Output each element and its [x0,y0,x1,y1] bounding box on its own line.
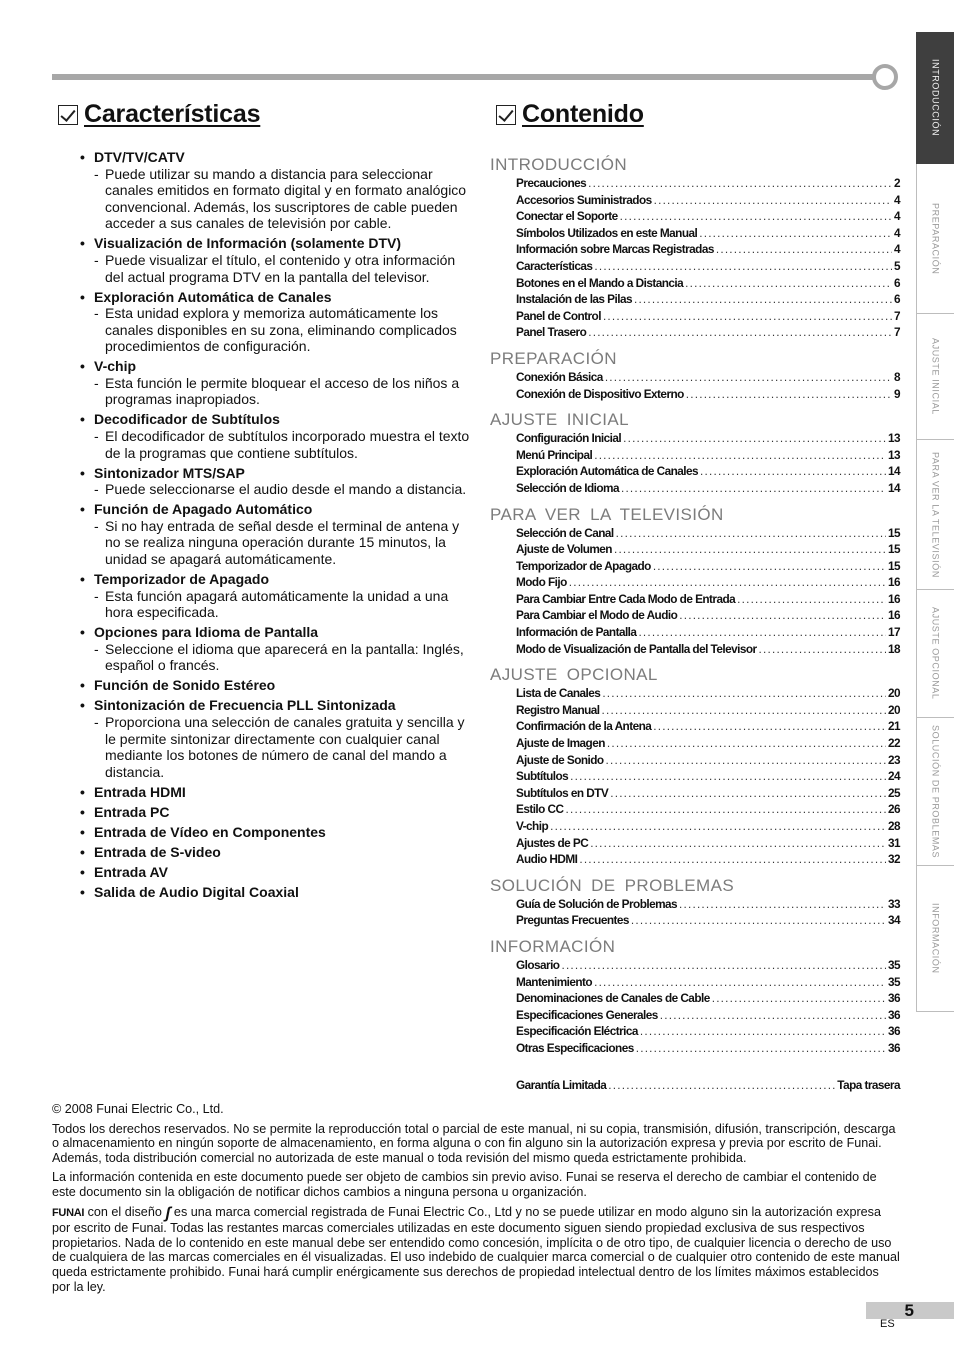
toc-section-title: PREPARACIÓN [490,348,617,368]
toc-row[interactable] [516,309,900,326]
tab-section[interactable] [916,866,954,1012]
toc-row[interactable] [516,276,900,293]
bullet: • [80,235,85,252]
toc-row[interactable] [516,209,900,226]
toc-row[interactable] [516,1024,900,1041]
bullet: • [80,358,85,375]
feature-title: Sintonizador MTS/SAP [94,464,245,481]
copyright: © 2008 Funai Electric Co., Ltd. [52,1102,224,1116]
features-heading [58,100,260,129]
toc-row[interactable] [516,481,900,498]
toc-label: Garantía Limitada [516,1078,607,1092]
top-rule [52,74,878,80]
toc-label: Especificación Eléctrica [516,1024,638,1039]
tab-label: PARA VER LA TELEVISIÓN [930,451,941,578]
toc-label: Conexión de Dispositivo Externo [516,386,684,401]
feature-description: - Seleccione el idioma que aparecerá en la pantalla: Inglés, español o francés. [94,640,464,674]
toc-page: 4 [893,225,900,240]
feature-title: Decodificador de Subtítulos [94,411,280,428]
feature-item [80,289,472,355]
toc-page: 31 [887,835,900,850]
toc-page: 7 [893,325,900,340]
page-number: 5 [904,1301,914,1320]
toc-row[interactable] [516,786,900,803]
bullet: • [80,624,85,641]
toc-page: 36 [887,991,900,1006]
toc-page: 7 [893,308,900,323]
feature-item [80,824,472,841]
toc-row[interactable] [516,802,900,819]
bullet: • [80,823,85,840]
toc-page: 17 [887,625,900,640]
feature-item [80,501,472,567]
toc-label: Subtítulos [516,769,569,784]
toc-label: Menú Principal [516,447,593,462]
toc-row-warranty[interactable] [516,1078,900,1095]
features-heading-text: Características [84,100,261,128]
feature-item [80,697,472,780]
toc-section-title: AJUSTE INICIAL [490,410,630,430]
feature-description: - Proporciona una selección de canales gratuita y sencilla y le permite sintonizar directamente con cualquier canal mediante los botones de número de canal del mando a distancia. [94,713,465,780]
toc-row[interactable] [516,526,900,543]
toc-section [490,154,900,342]
toc-label: Para Cambiar el Modo de Audio [516,608,678,623]
bullet: • [80,783,85,800]
features-list [80,149,472,904]
toc-page: 20 [887,702,900,717]
bullet: • [80,288,85,305]
toc-row[interactable] [516,819,900,836]
feature-item [80,624,472,674]
toc-row[interactable] [516,608,900,625]
toc-page: 25 [887,785,900,800]
toc-row[interactable] [516,176,900,193]
toc-page: 32 [887,852,900,867]
funai-design-icon: ʃ [165,1204,171,1222]
feature-title: DTV/TV/CATV [94,149,185,165]
toc-page: 34 [887,913,900,928]
feature-item [80,784,472,801]
toc-label: Glosario [516,957,560,972]
legal-paragraph: Además, toda distribución comercial no autorizada de este manual o toda revisión del mismo queda estrictamente prohibida. [52,1150,747,1165]
page-number-box [866,1302,954,1319]
feature-title: Entrada de S-video [94,843,221,860]
toc-label: Instalación de las Pilas [516,292,632,307]
feature-item [80,844,472,861]
feature-item [80,465,472,498]
toc-label: Ajuste de Sonido [516,752,604,767]
toc-label: Lista de Canales [516,686,601,701]
toc-row[interactable] [516,625,900,642]
toc-label: Guía de Solución de Problemas [516,896,678,911]
toc-page: 9 [893,386,900,401]
bullet: • [80,677,85,694]
toc-page: 14 [887,480,900,495]
toc-row[interactable] [516,642,900,659]
bullet: • [80,411,85,428]
toc-section [490,664,900,869]
toc-label: Para Cambiar Entre Cada Modo de Entrada [516,591,736,606]
toc-label: Configuración Inicial [516,431,622,446]
tab-label: PREPARACIÓN [930,202,941,275]
toc-row[interactable] [516,753,900,770]
tab-section[interactable] [916,32,954,164]
toc-label: Conexión Básica [516,369,603,384]
toc-page: 28 [887,819,900,833]
toc-row[interactable] [516,464,900,481]
toc-page: 4 [893,242,900,257]
feature-title: Sintonización de Frecuencia PLL Sintonizada [94,697,396,714]
toc-page: 15 [887,542,900,557]
toc-row[interactable] [516,836,900,853]
feature-title: Salida de Audio Digital Coaxial [94,883,299,900]
feature-item [80,358,472,408]
toc-page: 36 [887,1024,900,1039]
tab-label: INFORMACIÓN [930,903,941,974]
toc-page: 13 [887,431,900,446]
toc-section [490,504,900,659]
toc-page: 23 [887,752,900,767]
feature-title: Opciones para Idioma de Pantalla [94,624,319,641]
tab-section[interactable] [916,314,954,440]
toc-page: 4 [893,192,900,207]
feature-description: - Esta unidad explora y memoriza automáticamente los canales disponibles en su zona, eliminando complicados procedimientos de configuración. [94,305,457,355]
feature-item [80,149,472,232]
feature-title: Función de Apagado Automático [94,501,313,518]
legal-paragraph: La información contenida en este documento puede ser objeto de cambios sin previo aviso. Funai se reserva el derecho de cambiar el contenido de este documento sin la obligación de notificar dichos cambios a ninguna persona u organización. [52,1170,877,1199]
toc-page: 2 [893,176,900,190]
feature-title: Temporizador de Apagado [94,570,270,587]
toc-label: Selección de Idioma [516,480,619,495]
toc-label: Exploración Automática de Canales [516,464,699,479]
feature-item [80,884,472,901]
toc-row[interactable] [516,736,900,753]
toc-row[interactable] [516,592,900,609]
toc-page: 6 [893,292,900,307]
toc-row[interactable] [516,719,900,736]
toc-label: Precauciones [516,176,587,190]
toc-label: V-chip [516,819,549,833]
toc-label: Selección de Canal [516,525,614,540]
toc-row[interactable] [516,703,900,720]
toc-page: 16 [887,575,900,590]
tab-label: INTRODUCCIÓN [930,58,941,137]
toc-row[interactable] [516,686,900,703]
toc-page: 15 [887,558,900,573]
toc-page: 14 [887,464,900,479]
toc-page: 13 [887,447,900,462]
tab-section[interactable] [916,440,954,590]
bullet: • [80,570,85,587]
toc-label: Especificaciones Generales [516,1007,658,1022]
toc-label: Otras Especificaciones [516,1040,634,1055]
tab-section[interactable] [916,718,954,866]
feature-title: Función de Sonido Estéreo [94,677,276,694]
tab-label: SOLUCIÓN DE PROBLEMAS [930,724,941,859]
toc-section [490,875,900,930]
toc-label: Información de Pantalla [516,625,637,640]
toc-page: 36 [887,1040,900,1055]
toc-page: 18 [887,641,900,656]
toc-row[interactable] [516,575,900,592]
bullet: • [80,863,85,880]
toc-section [490,936,900,1058]
feature-title: Entrada PC [94,803,170,820]
toc-label: Ajuste de Volumen [516,542,612,557]
funai-logo: FUNAI [52,1206,85,1219]
toc-label: Ajustes de PC [516,835,589,850]
toc-section-title: INFORMACIÓN [490,936,616,956]
table-of-contents [490,154,900,1064]
bullet: • [80,501,85,518]
toc-label: Conectar el Soporte [516,209,618,224]
toc-label: Registro Manual [516,702,600,717]
toc-page: 33 [887,896,900,911]
toc-label: Panel Trasero [516,325,587,340]
toc-page: 4 [893,209,900,224]
toc-page: 16 [887,608,900,623]
feature-item [80,411,472,461]
toc-label: Mantenimiento [516,974,593,989]
toc-row[interactable] [516,325,900,342]
toc-page: 24 [887,769,900,784]
bullet: • [80,843,85,860]
toc-row[interactable] [516,431,900,448]
toc-page: 15 [887,525,900,540]
toc-section-title: INTRODUCCIÓN [490,155,628,174]
toc-row[interactable] [516,975,900,992]
language-code: ES [880,1318,895,1330]
toc-row[interactable] [516,559,900,576]
toc-label: Estilo CC [516,802,564,817]
tab-label: AJUSTE OPCIONAL [930,607,941,700]
toc-label: Ajuste de Imagen [516,736,605,751]
feature-description: - Puede seleccionarse el audio desde el mando a distancia. [94,481,467,498]
feature-title: Entrada HDMI [94,783,186,800]
feature-item [80,235,472,285]
toc-label: Modo Fijo [516,575,567,590]
toc-label: Audio HDMI [516,852,578,867]
toc-page: 16 [887,591,900,606]
feature-title: Entrada AV [94,863,168,880]
toc-section-title: PARA VER LA TELEVISIÓN [490,504,724,524]
feature-description: - Si no hay entrada de señal desde el terminal de antena y no se realiza ninguna operación durante 15 minutos, la unidad se apagará automáticamente. [94,517,460,567]
toc-row[interactable] [516,958,900,975]
toc-page: 21 [887,719,900,734]
toc-page: 35 [887,957,900,972]
toc-row[interactable] [516,193,900,210]
feature-title: Exploración Automática de Canales [94,288,332,305]
bullet: • [80,149,85,165]
toc-label: Preguntas Frecuentes [516,913,629,928]
toc-row[interactable] [516,769,900,786]
toc-label: Confirmación de la Antena [516,719,652,734]
toc-label: Accesorios Suministrados [516,192,652,207]
toc-page: 22 [887,736,900,751]
bullet: • [80,803,85,820]
toc-row[interactable] [516,542,900,559]
toc-label: Características [516,258,593,273]
toc-page: 8 [893,369,900,384]
toc-section-title: SOLUCIÓN DE PROBLEMAS [490,875,735,895]
toc-row[interactable] [516,259,900,276]
feature-item [80,571,472,621]
toc-row[interactable] [516,448,900,465]
feature-item [80,677,472,694]
feature-title: Entrada de Vídeo en Componentes [94,823,326,840]
contents-heading [496,100,644,129]
toc-label: Botones en el Mando a Distancia [516,275,684,290]
tab-section[interactable] [916,590,954,718]
toc-row[interactable] [516,292,900,309]
toc-section [490,409,900,497]
feature-item [80,804,472,821]
toc-page: Tapa trasera [837,1078,900,1092]
toc-page: 20 [887,686,900,701]
toc-row[interactable] [516,370,900,387]
toc-row[interactable] [516,852,900,869]
toc-label: Subtítulos en DTV [516,785,609,800]
toc-page: 6 [893,275,900,290]
bullet: • [80,697,85,714]
feature-title: V-chip [94,358,137,375]
top-rule-circle [872,64,898,90]
feature-description: - El decodificador de subtítulos incorporado muestra el texto de la programas que contiene subtítulos. [94,428,470,461]
feature-description: - Puede visualizar el título, el contenido y otra información del actual programa DTV en la pantalla del televisor. [94,251,456,285]
toc-label: Símbolos Utilizados en este Manual [516,225,698,240]
feature-description: - Esta función apagará automáticamente la unidad a una hora especificada. [94,587,449,621]
bullet: • [80,883,85,900]
toc-row[interactable] [516,913,900,930]
toc-row[interactable] [516,1008,900,1025]
checkbox-icon [496,105,516,125]
toc-section [490,348,900,403]
bullet: • [80,464,85,481]
toc-label: Temporizador de Apagado [516,558,651,573]
toc-page: 35 [887,974,900,989]
legal-paragraph: FUNAI con el diseño ʃ es una marca comercial registrada de Funai Electric Co., Ltd y no se puede utilizar en modo alguno sin la autorización expresa por escrito de Funai. Todas las restantes marcas comerciales utilizadas en este documento siguen siendo propiedad exclusiva de sus respectivos propietarios. Nada de lo contenido en este manual debe ser entendido como concesión, implícita o de otro tipo, de cualquier licencia o derecho de uso de cualquiera de las marcas comerciales en él visualizadas. El uso indebido de cualquier marca comercial o de cualquier otro contenido de este manual queda estrictamente prohibido. Funai hará cumplir enérgicamente sus derechos de propiedad intelectual dentro de los límites máximos establecidos por la ley. [52,1204,900,1294]
toc-label: Denominaciones de Canales de Cable [516,991,710,1006]
feature-description: - Puede utilizar su mando a distancia para seleccionar canales emitidos en formato digital y en formato analógico convencional. Además, los suscriptores de cable pueden acceder a sus canales de televisión por cable. [94,165,467,232]
tab-label: AJUSTE INICIAL [930,338,941,415]
toc-row[interactable] [516,242,900,259]
toc-row[interactable] [516,1041,900,1058]
feature-item [80,864,472,881]
tab-section[interactable] [916,164,954,314]
feature-description: - Esta función le permite bloquear el acceso de los niños a programas inapropiados. [94,374,460,408]
toc-page: 36 [887,1007,900,1022]
toc-section-title: AJUSTE OPCIONAL [490,665,658,685]
contents-heading-text: Contenido [522,100,644,128]
toc-label: Panel de Control [516,308,601,323]
toc-row[interactable] [516,387,900,404]
toc-label: Modo de Visualización de Pantalla del Televisor [516,641,757,656]
toc-row[interactable] [516,991,900,1008]
feature-title: Visualización de Información (solamente DTV) [94,235,402,252]
toc-row[interactable] [516,897,900,914]
toc-row[interactable] [516,226,900,243]
legal-paragraph: Todos los derechos reservados. No se permite la reproducción total o parcial de este manual, ni su copia, transmisión, difusión, transcripción, descarga o almacenamiento en ningún soporte de almacenamiento, en forma alguna o con fin alguno sin la autorización expresa y previa por escrito de Funai. [52,1121,896,1151]
toc-page: 5 [893,258,900,273]
legal-notice [52,1102,900,1299]
toc-label: Información sobre Marcas Registradas [516,242,714,257]
checkbox-icon [58,105,78,125]
toc-page: 26 [887,802,900,817]
